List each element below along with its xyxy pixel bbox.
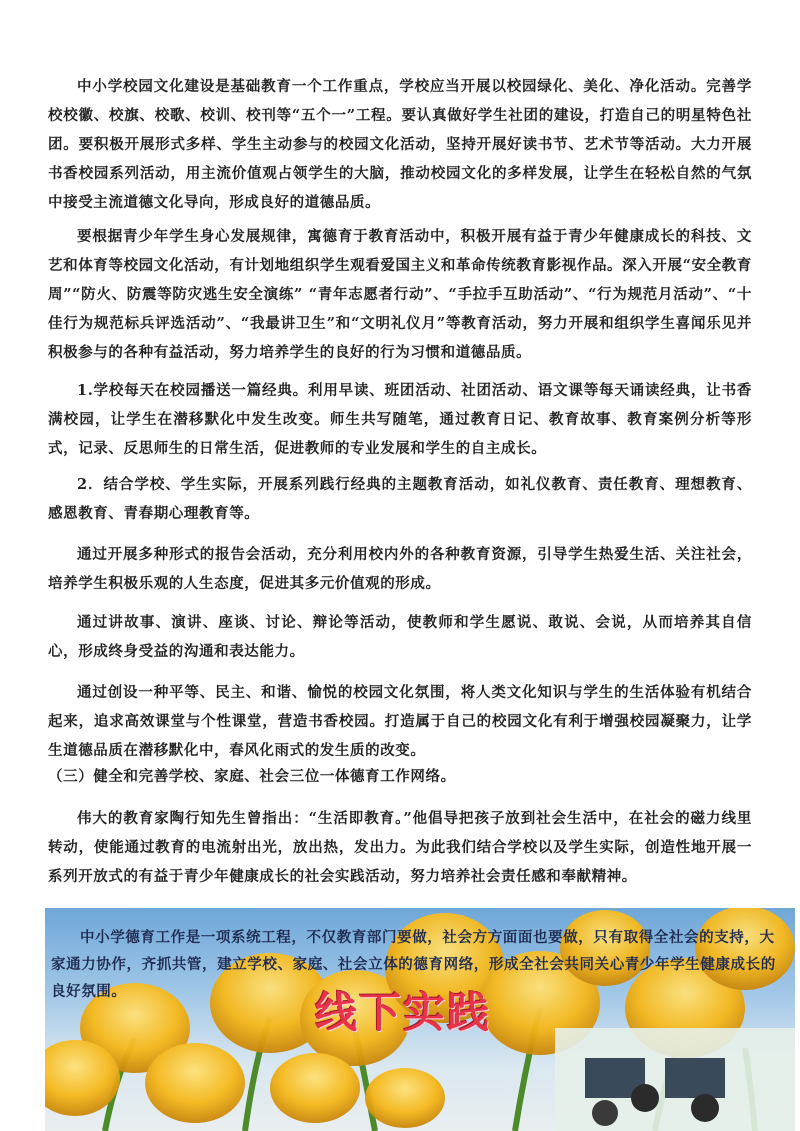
paragraph-activities: 要根据青少年学生身心发展规律，寓德育于教育活动中，积极开展有益于青少年健康成长的科技、文艺和体育等校园文化活动，有计划地组织学生观看爱国主义和革命传统教育影视作品。深入开展“安全教育周”“防火、防震等防灾逃生安全演练” “青年志愿者行动”、“手拉手互助活动”、“行为规范月活动”、“十佳行为规范标兵评选活动”、“我最讲卫生”和“文明礼仪月”等教育活动，努力开展和组织学生喜闻乐见并积极参与的各种有益活动，努力培养学生的良好的行为习惯和道德品质。 [48, 228, 752, 361]
paragraph-theme-education: 2．结合学校、学生实际，开展系列践行经典的主题教育活动，如礼仪教育、责任教育、理想教育、感恩教育、青春期心理教育等。 [48, 476, 752, 522]
paragraph-classics-reading: 1.学校每天在校园播送一篇经典。利用早读、班团活动、社团活动、语文课等每天诵读经典，让书香满校园，让学生在潜移默化中发生改变。师生共写随笔，通过教育日记、教育故事、教育案例分析等形式，记录、反思师生的日常生活，促进教师的专业发展和学生的自主成长。 [48, 382, 752, 457]
paragraph-tao-xingzhi: 伟大的教育家陶行知先生曾指出：“生活即教育。”他倡导把孩子放到社会生活中，在社会的磁力线里转动，使能通过教育的电流射出光，放出热，发出力。为此我们结合学校以及学生实际，创造性地开展一系列开放式的有益于青少年健康成长的社会实践活动，努力培养社会责任感和奉献精神。 [48, 810, 752, 885]
paragraph-campus-culture: 中小学校园文化建设是基础教育一个工作重点，学校应当开展以校园绿化、美化、净化活动。完善学校校徽、校旗、校歌、校训、校刊等“五个一”工程。要认真做好学生社团的建设，打造自己的明星特色社团。要积极开展形式多样、学生主动参与的校园文化活动，坚持开展好读书节、艺术节等活动。大力开展书香校园系列活动，用主流价值观占领学生的大脑，推动校园文化的多样发展，让学生在轻松自然的气氛中接受主流道德文化导向，形成良好的道德品质。 [48, 78, 752, 211]
photo-caption: 中小学德育工作是一项系统工程，不仅教育部门要做，社会方方面面也要做，只有取得全社会的支持，大家通力协作，齐抓共管，建立学校、家庭、社会立体的德育网络，形成全社会共同关心青少年学生健康成长的良好氛围。 [51, 929, 776, 1000]
paragraph-speaking: 通过讲故事、演讲、座谈、讨论、辩论等活动，使教师和学生愿说、敢说、会说，从而培养其自信心，形成终身受益的沟通和表达能力。 [48, 614, 752, 660]
offline-practice-banner: 线下实践 [315, 988, 492, 1037]
paragraph-reports: 通过开展多种形式的报告会活动，充分利用校内外的各种教育资源，引导学生热爱生活、关注社会，培养学生积极乐观的人生态度，促进其多元价值观的形成。 [48, 546, 752, 592]
tulip-photo [45, 908, 795, 1131]
paragraph-atmosphere: 通过创设一种平等、民主、和谐、愉悦的校园文化氛围，将人类文化知识与学生的生活体验有机结合起来，追求高效课堂与个性课堂，营造书香校园。打造属于自己的校园文化有利于增强校园凝聚力，让学生道德品质在潜移默化中，春风化雨式的发生质的改变。 [48, 684, 752, 759]
section-heading: （三）健全和完善学校、家庭、社会三位一体德育工作网络。 [48, 768, 456, 785]
